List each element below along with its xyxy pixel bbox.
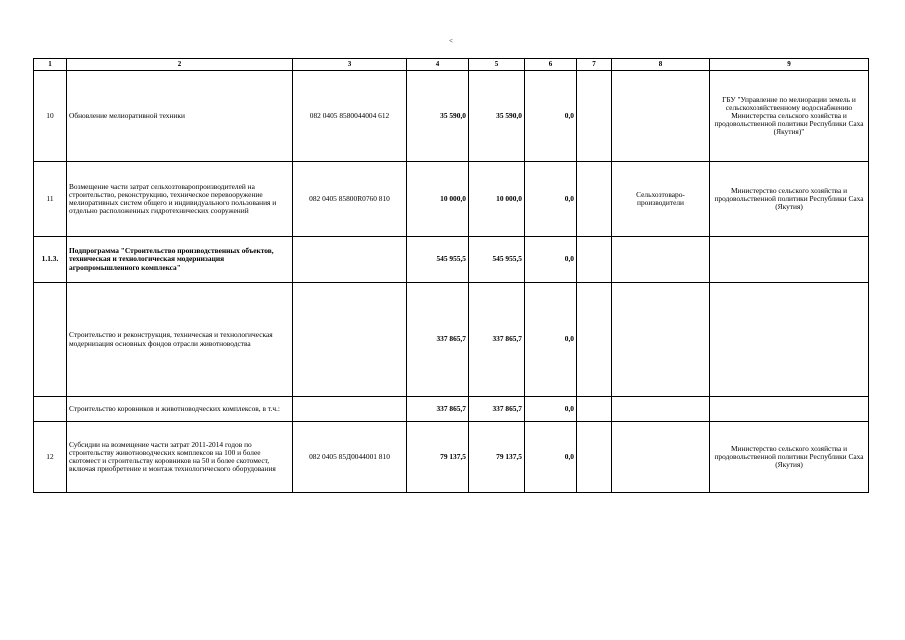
column-header: 7	[577, 59, 612, 71]
row-name: Строительство коровников и животноводческих комплексов, в т.ч.:	[67, 397, 293, 422]
amount-col5: 545 955,5	[469, 237, 525, 283]
executor	[710, 397, 869, 422]
row-number: 10	[34, 71, 67, 162]
amount-col7	[577, 397, 612, 422]
recipient	[612, 397, 710, 422]
executor	[710, 237, 869, 283]
table-row	[34, 422, 869, 493]
table-row	[34, 283, 869, 397]
row-name: Обновление мелиоративной техники	[67, 71, 293, 162]
amount-col7	[577, 237, 612, 283]
budget-code: 082 0405 85800R0760 810	[293, 162, 407, 237]
amount-col4: 337 865,7	[407, 397, 469, 422]
amount-col7	[577, 422, 612, 493]
recipient: Сельхозтоваро-производители	[612, 162, 710, 237]
column-header: 1	[34, 59, 67, 71]
header-row	[34, 59, 869, 71]
amount-col7	[577, 162, 612, 237]
amount-col7	[577, 283, 612, 397]
amount-col5: 79 137,5	[469, 422, 525, 493]
table-row	[34, 237, 869, 283]
column-header: 4	[407, 59, 469, 71]
budget-code: 082 0405 85Д0044001 810	[293, 422, 407, 493]
amount-col6: 0,0	[525, 237, 577, 283]
amount-col4: 10 000,0	[407, 162, 469, 237]
row-number: 12	[34, 422, 67, 493]
budget-code	[293, 237, 407, 283]
row-number: 11	[34, 162, 67, 237]
column-header: 2	[67, 59, 293, 71]
executor	[710, 283, 869, 397]
amount-col5: 337 865,7	[469, 397, 525, 422]
table-row	[34, 71, 869, 162]
amount-col5: 35 590,0	[469, 71, 525, 162]
recipient	[612, 283, 710, 397]
table-row	[34, 397, 869, 422]
row-name: Строительство и реконструкция, техническая и технологическая модернизация основных фондов отрасли животноводства	[67, 283, 293, 397]
executor: Министерство сельского хозяйства и продовольственной политики Республики Саха (Якутия)	[710, 162, 869, 237]
column-header: 8	[612, 59, 710, 71]
budget-code	[293, 283, 407, 397]
amount-col4: 337 865,7	[407, 283, 469, 397]
amount-col7	[577, 71, 612, 162]
recipient	[612, 422, 710, 493]
program-table	[33, 58, 869, 493]
executor: Министерство сельского хозяйства и продовольственной политики Республики Саха (Якутия)	[710, 422, 869, 493]
row-number	[34, 397, 67, 422]
row-name: Субсидии на возмещение части затрат 2011-2014 годов по строительству животноводческих комплексов на 100 и более скотомест и строительству коровников на 50 и более скотомест, включая приобретение и монтаж технологического оборудования	[67, 422, 293, 493]
amount-col6: 0,0	[525, 71, 577, 162]
recipient	[612, 237, 710, 283]
column-header: 5	[469, 59, 525, 71]
amount-col4: 35 590,0	[407, 71, 469, 162]
budget-code: 082 0405 8580044004 612	[293, 71, 407, 162]
row-name: Подпрограмма "Строительство производственных объектов, техническая и технологическая модернизация агропромышленного комплекса"	[67, 237, 293, 283]
amount-col5: 10 000,0	[469, 162, 525, 237]
table-row	[34, 162, 869, 237]
executor: ГБУ "Управление по мелиорации земель и сельскохозяйственному водоснабжению Министерства сельского хозяйства и продовольственной политики Республики Саха (Якутия)"	[710, 71, 869, 162]
row-number	[34, 283, 67, 397]
row-name: Возмещение части затрат сельхозтоваропроизводителей на строительство, реконструкцию, техническое перевооружение мелиоративных систем общего и индивидуального пользования и отдельно расположенных гидротехнических сооружений	[67, 162, 293, 237]
amount-col6: 0,0	[525, 397, 577, 422]
amount-col4: 545 955,5	[407, 237, 469, 283]
recipient	[612, 71, 710, 162]
column-header: 3	[293, 59, 407, 71]
column-header: 9	[710, 59, 869, 71]
amount-col5: 337 865,7	[469, 283, 525, 397]
page-mark: <	[449, 37, 453, 45]
amount-col6: 0,0	[525, 162, 577, 237]
amount-col6: 0,0	[525, 283, 577, 397]
amount-col4: 79 137,5	[407, 422, 469, 493]
column-header: 6	[525, 59, 577, 71]
amount-col6: 0,0	[525, 422, 577, 493]
row-number: 1.1.3.	[34, 237, 67, 283]
budget-code	[293, 397, 407, 422]
